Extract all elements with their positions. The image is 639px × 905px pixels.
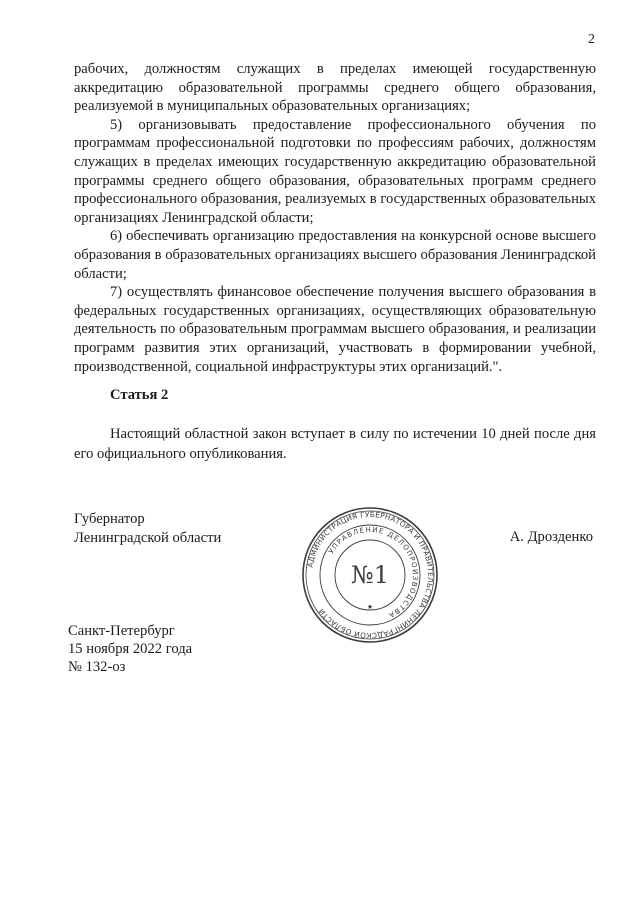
signer-title-line-2: Ленинградской области xyxy=(74,530,222,546)
city: Санкт-Петербург xyxy=(68,623,175,639)
date: 15 ноября 2022 года xyxy=(68,641,193,657)
paragraph-continuation: рабочих, должностям служащих в пределах имеющей государственную аккредитацию образовательной программы среднего общего образования, реализуемой в муниципальных образовательных организациях; xyxy=(74,61,596,115)
signer-name: А. Дрозденко xyxy=(509,529,593,545)
place-and-date xyxy=(68,622,192,676)
seal-ring-text: АДМИНИСТРАЦИЯ ГУБЕРНАТОРА И ПРАВИТЕЛЬСТВА ЛЕНИНГРАДСКОЙ ОБЛАСТИ xyxy=(305,509,436,641)
law-number: № 132-оз xyxy=(68,659,126,675)
paragraph-item-5: 5) организовывать предоставление профессионального обучения по программам профессиональной подготовки по профессиям рабочих, должностям служащих в пределах имеющих государственную аккредитацию образовательной программы среднего общего образования, образовательных программ среднего профессионального образования, реализуемых в государственных образовательных организациях Ленинградской области; xyxy=(74,116,596,226)
signer-title xyxy=(74,510,221,548)
paragraph-item-7: 7) осуществлять финансовое обеспечение получения высшего образования в федеральных государственных организациях, осуществляющих образовательную деятельность по образовательным программам высшего образования, и реализации программ развития этих организаций, участвовать в формировании учебной, производственной, социальной инфраструктуры этих организаций.". xyxy=(74,284,596,375)
seal-inner-text: УПРАВЛЕНИЕ ДЕЛОПРОИЗВОДСТВА xyxy=(327,525,420,620)
paragraph-item-6: 6) обеспечивать организацию предоставления на конкурсной основе высшего образования в образовательных организациях высшего образования Ленинградской области; xyxy=(74,228,596,282)
article-text: Настоящий областной закон вступает в силу по истечении 10 дней после дня его официального опубликования. xyxy=(74,426,596,462)
article-heading: Статья 2 xyxy=(110,387,169,403)
seal-star-icon: ★ xyxy=(366,603,374,611)
signer-title-line-1: Губернатор xyxy=(74,511,145,527)
seal-number: №1 xyxy=(351,561,389,589)
law-body-text xyxy=(74,60,596,376)
official-seal xyxy=(300,505,440,645)
page-number: 2 xyxy=(588,32,595,47)
